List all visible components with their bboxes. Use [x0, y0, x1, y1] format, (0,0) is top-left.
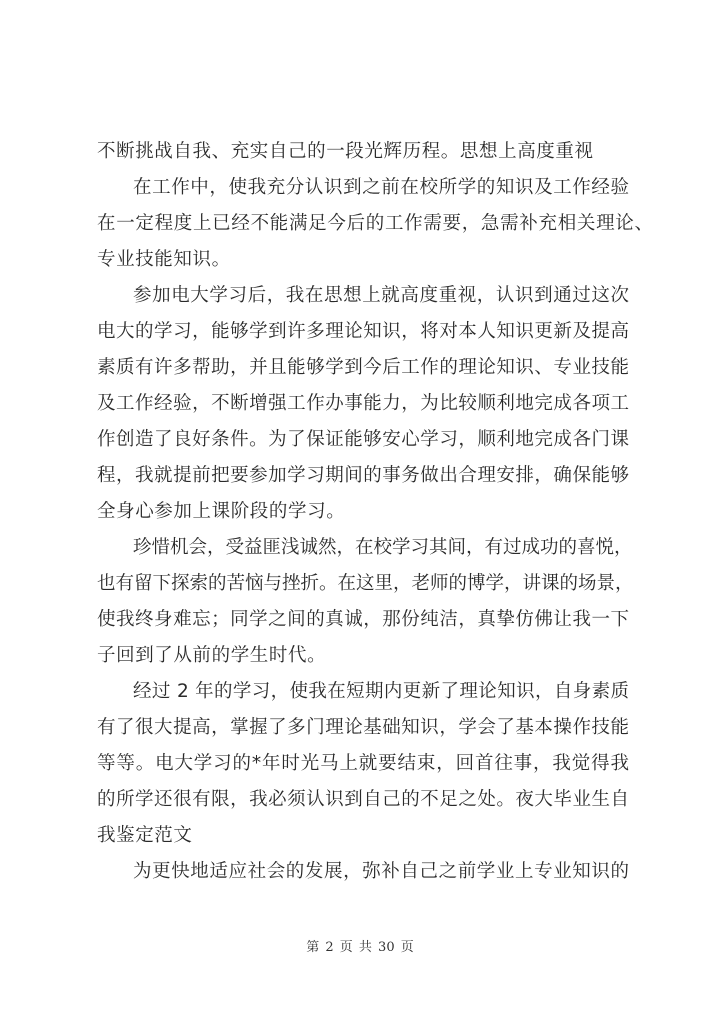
text-line-2: 在工作中，使我充分认识到之前在校所学的知识及工作经验	[133, 177, 629, 198]
text-line-8: 及工作经验，不断增强工作办事能力，为比较顺利地完成各项工	[97, 393, 629, 414]
text-line-14: 使我终身难忘；同学之间的真诚，那份纯洁，真挚仿佛让我一下	[97, 609, 629, 630]
page-number-footer: 第 2 页 共 30 页	[306, 940, 414, 955]
text-line-18: 等等。电大学习的*年时光马上就要结束，回首往事，我觉得我	[97, 753, 629, 774]
text-line-19: 的所学还很有限，我必须认识到自己的不足之处。夜大毕业生自	[97, 789, 629, 810]
text-line-17: 有了很大提高，掌握了多门理论基础知识，学会了基本操作技能	[97, 717, 629, 738]
text-line-6: 电大的学习，能够学到许多理论知识，将对本人知识更新及提高	[97, 321, 629, 342]
text-line-10: 程，我就提前把要参加学习期间的事务做出合理安排，确保能够	[97, 465, 629, 486]
text-line-16: 经过 2 年的学习，使我在短期内更新了理论知识，自身素质	[133, 681, 629, 702]
text-line-9: 作创造了良好条件。为了保证能够安心学习，顺利地完成各门课	[97, 429, 629, 450]
text-line-21: 为更快地适应社会的发展，弥补自己之前学业上专业知识的	[133, 861, 629, 882]
text-line-5: 参加电大学习后，我在思想上就高度重视，认识到通过这次	[133, 285, 629, 306]
text-line-7: 素质有许多帮助，并且能够学到今后工作的理论知识、专业技能	[97, 357, 629, 378]
text-line-4: 专业技能知识。	[97, 249, 231, 270]
text-line-11: 全身心参加上课阶段的学习。	[97, 501, 346, 522]
text-line-13: 也有留下探索的苦恼与挫折。在这里，老师的博学，讲课的场景，	[97, 573, 634, 594]
text-line-1: 不断挑战自我、充实自己的一段光辉历程。思想上高度重视	[97, 141, 594, 162]
text-line-15: 子回到了从前的学生时代。	[97, 645, 327, 666]
text-line-20: 我鉴定范文	[97, 825, 193, 846]
text-line-12: 珍惜机会，受益匪浅诚然，在校学习其间，有过成功的喜悦，	[133, 537, 633, 558]
text-line-3: 在一定程度上已经不能满足今后的工作需要，急需补充相关理论、	[97, 213, 653, 234]
